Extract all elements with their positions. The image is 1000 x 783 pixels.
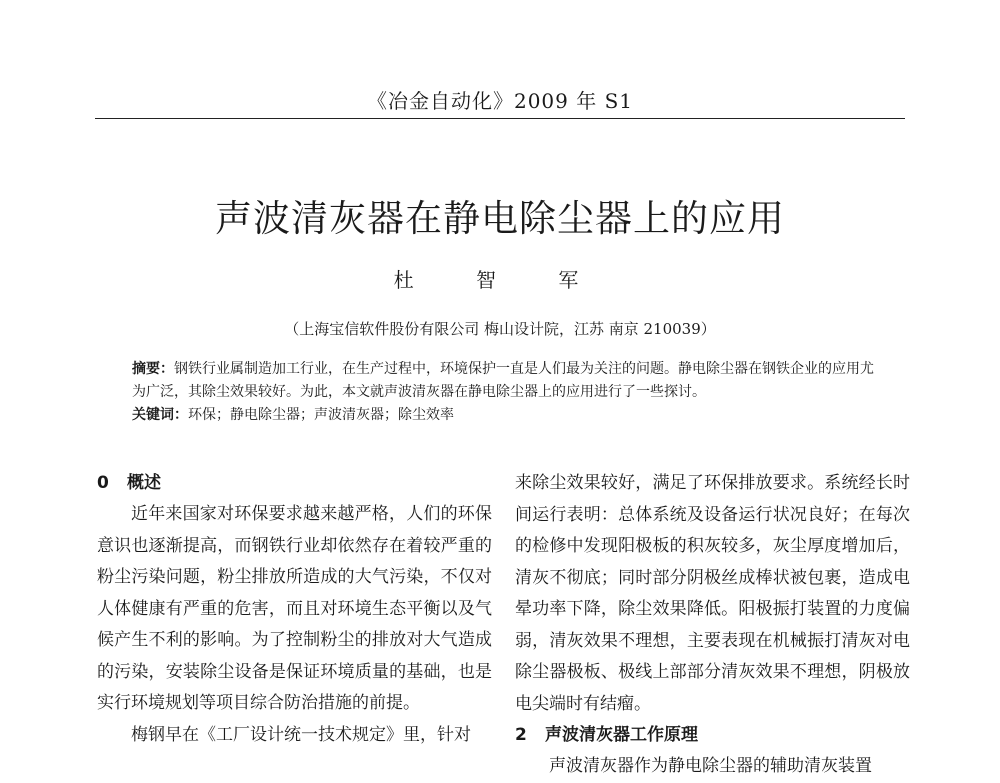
article-title: 声波清灰器在静电除尘器上的应用 bbox=[215, 197, 785, 240]
paragraph: 梅钢早在《工厂设计统一技术规定》里，针对 bbox=[131, 724, 471, 745]
paragraph: 近年来国家对环保要求越来越严格，人们的环保意识也逐渐提高，而钢铁行业却依然存在着较严重的粉尘污染问题，粉尘排放所造成的大气污染，不仅对人体健康有严重的危害，而且对环境生态平衡以及气候产生不利的影响。为了控制粉尘的排放对大气造成的污染，安装除尘设备是保证环境质量的基础，也是实行环境规划等项目综合防治措施的前提。 bbox=[97, 504, 492, 713]
keywords-text: 环保；静电除尘器；声波清灰器；除尘效率 bbox=[188, 407, 454, 423]
abstract-label: 摘要： bbox=[132, 361, 174, 377]
journal-header: 《冶金自动化》2009 年 S1 bbox=[366, 89, 634, 113]
header-rule bbox=[95, 118, 905, 119]
abstract-block bbox=[132, 358, 877, 427]
section-0-heading bbox=[97, 468, 492, 499]
paragraph-continued: 来除尘效果较好，满足了环保排放要求。系统经长时间运行表明：总体系统及设备运行状况良好；在每次的检修中发现阳极板的积灰较多，灰尘厚度增加后，清灰不彻底；同时部分阴极丝成棒状被包裹，造成电晕功率下降，除尘效果降低。阳极振打装置的力度偏弱，清灰效果不理想，主要表现在机械振打清灰对电除尘器极板、极线上部部分清灰效果不理想，阴极放电尖端时有结瘤。 bbox=[515, 473, 910, 714]
keywords bbox=[132, 404, 877, 427]
section-number: 2 bbox=[515, 725, 527, 745]
author-affiliation: （上海宝信软件股份有限公司 梅山设计院，江苏 南京 210039） bbox=[284, 320, 716, 338]
section-2-heading bbox=[515, 720, 910, 751]
section-title: 声波清灰器工作原理 bbox=[545, 725, 698, 745]
section-title: 概述 bbox=[127, 473, 161, 493]
abstract-text: 钢铁行业属制造加工行业，在生产过程中，环境保护一直是人们最为关注的问题。静电除尘器在钢铁企业的应用尤为广泛，其除尘效果较好。为此，本文就声波清灰器在静电除尘器上的应用进行了一些探讨。 bbox=[132, 361, 874, 400]
section-number: 0 bbox=[97, 473, 109, 493]
paragraph: 声波清灰器作为静电除尘器的辅助清灰装置 bbox=[549, 756, 872, 776]
keywords-label: 关键词： bbox=[132, 407, 188, 423]
left-column bbox=[97, 468, 492, 751]
abstract bbox=[132, 358, 877, 404]
article-author: 杜 智 军 bbox=[393, 268, 607, 292]
right-column bbox=[515, 468, 910, 783]
